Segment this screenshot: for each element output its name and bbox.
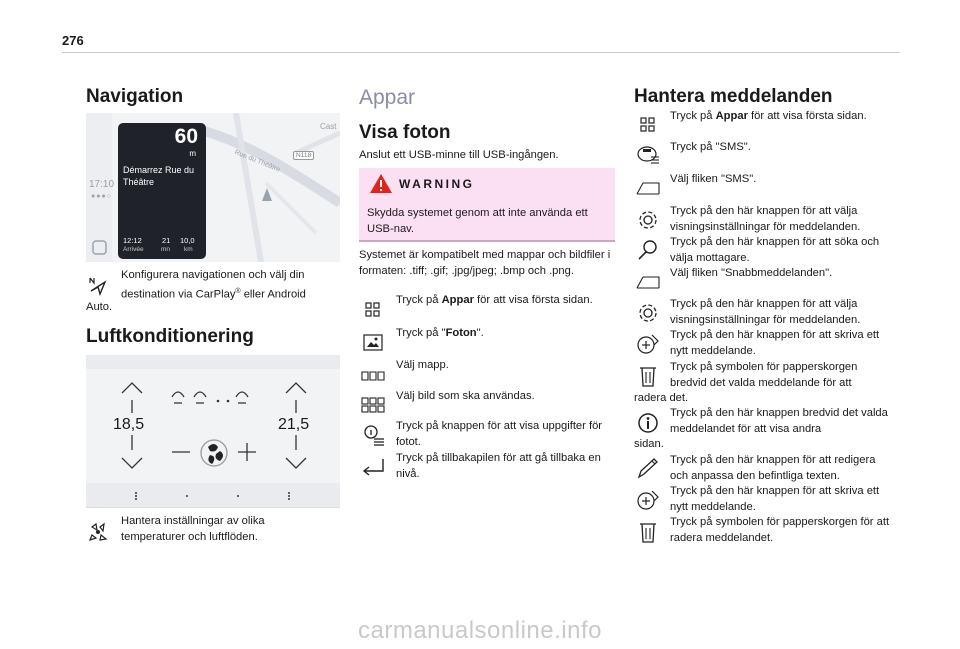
climate-screen-image	[86, 355, 340, 508]
apps-grid-icon	[636, 114, 660, 136]
navigation-description: Konfigurera navigationen och välj din destination via CarPlay® eller Android	[121, 269, 306, 301]
trash-icon	[636, 365, 660, 387]
settings-gear-icon	[636, 209, 660, 231]
info-icon	[636, 412, 660, 434]
navigation-screen-image	[86, 113, 340, 262]
trash-icon	[636, 521, 660, 543]
step-select-image: Välj bild som ska användas.	[396, 390, 535, 402]
search-icon	[636, 239, 660, 261]
warning-text: Skydda systemet genom att inte använda ett USB-nav.	[367, 207, 588, 235]
msg-step-view-other-page-end: sidan.	[634, 438, 664, 450]
warning-triangle-icon	[369, 173, 393, 194]
remaining-km: 10,0	[180, 236, 195, 245]
remaining-minutes: 21	[162, 236, 171, 245]
step-photos: Tryck på "Foton".	[396, 327, 484, 339]
msg-step-edit-text: Tryck på den här knappen för att redigera och anpassa den befintliga texten.	[670, 454, 876, 482]
right-temperature: 21,5	[278, 416, 310, 433]
folders-icon	[361, 365, 385, 387]
photos-icon	[361, 331, 385, 353]
navigation-heading: Navigation	[86, 86, 184, 107]
left-temperature: 18,5	[113, 416, 145, 433]
msg-step-open-apps: Tryck på Appar för att visa första sidan.	[670, 110, 867, 122]
back-arrow-icon	[361, 456, 385, 478]
settings-gear-icon	[636, 302, 660, 324]
arrival-time: 12:12	[123, 236, 142, 245]
road-badge: N118	[293, 151, 314, 160]
msg-step-sms: Tryck på "SMS".	[670, 141, 751, 153]
msg-step-quick-messages-tab: Välj fliken "Snabbmeddelanden".	[670, 267, 833, 279]
msg-step-view-other-page: Tryck på den här knappen bredvid det valda meddelandet för att visa andra	[670, 407, 888, 435]
apps-grid-icon	[361, 299, 385, 321]
edit-pencil-icon	[636, 457, 660, 479]
tab-icon	[636, 177, 660, 199]
image-grid-icon	[361, 394, 385, 416]
navigation-arrow-icon	[86, 274, 110, 296]
format-compatibility: Systemet är kompatibelt med mappar och bildfiler i formaten: .tiff; .gif; .jpg/jpeg; .bmp och .png.	[359, 249, 611, 277]
msg-step-new-message: Tryck på den här knappen för att skriva ett nytt meddelande.	[670, 329, 880, 357]
usb-intro: Anslut ett USB-minne till USB-ingången.	[359, 149, 559, 161]
map-street-label: Rue du Théâtre	[233, 149, 281, 174]
msg-step-display-settings-2: Tryck på den här knappen för att välja visningsinställningar för meddelanden.	[670, 298, 861, 326]
km-label: km	[184, 246, 193, 253]
guidance-panel	[118, 123, 206, 259]
msg-step-trash-selected: Tryck på symbolen för papperskorgen bredvid det valda meddelande för att	[670, 361, 858, 389]
msg-step-trash: Tryck på symbolen för papperskorgen för att radera meddelandet.	[670, 516, 890, 544]
distance-value: 60	[174, 125, 198, 148]
warning-box	[359, 168, 615, 242]
climate-heading: Luftkonditionering	[86, 326, 254, 347]
view-photos-heading: Visa foton	[359, 122, 451, 143]
navigation-description-end: Auto.	[86, 301, 113, 313]
map-label: Cast	[320, 122, 337, 131]
new-message-icon	[636, 489, 660, 511]
signal-dots-icon: ●●●○	[91, 193, 112, 200]
msg-step-new-message-2: Tryck på den här knappen för att skriva ett nytt meddelande.	[670, 485, 880, 513]
warning-title: WARNING	[399, 177, 475, 191]
fan-icon	[86, 521, 110, 543]
step-go-back: Tryck på tillbakapilen för att gå tillbaka en nivå.	[396, 452, 601, 480]
arrival-label: Arrivée	[123, 246, 144, 253]
distance-unit: m	[189, 149, 196, 158]
msg-step-trash-selected-end: radera det.	[634, 392, 689, 404]
apps-heading: Appar	[359, 86, 416, 109]
minutes-label: mn	[161, 246, 171, 253]
clock: 17:10	[89, 179, 115, 190]
climate-description: Hantera inställningar av olika temperaturer och luftflöden.	[121, 515, 265, 543]
watermark: carmanualsonline.info	[358, 617, 602, 644]
header-divider	[62, 52, 900, 53]
msg-step-sms-tab: Välj fliken "SMS".	[670, 173, 757, 185]
instruction-street: Démarrez Rue du Théâtre	[123, 165, 195, 187]
step-select-folder: Välj mapp.	[396, 359, 449, 371]
msg-step-search-recipient: Tryck på den här knappen för att söka och välja mottagare.	[670, 236, 880, 264]
step-open-apps: Tryck på Appar för att visa första sidan.	[396, 294, 593, 306]
step-photo-details: Tryck på knappen för att visa uppgifter för fotot.	[396, 420, 603, 448]
new-message-icon	[636, 333, 660, 355]
manage-messages-heading: Hantera meddelanden	[634, 86, 833, 107]
page-number: 276	[62, 33, 84, 48]
sms-icon	[636, 144, 660, 166]
msg-step-display-settings: Tryck på den här knappen för att välja visningsinställningar för meddelanden.	[670, 205, 861, 233]
tab-icon	[636, 271, 660, 293]
photo-info-icon	[361, 424, 385, 446]
